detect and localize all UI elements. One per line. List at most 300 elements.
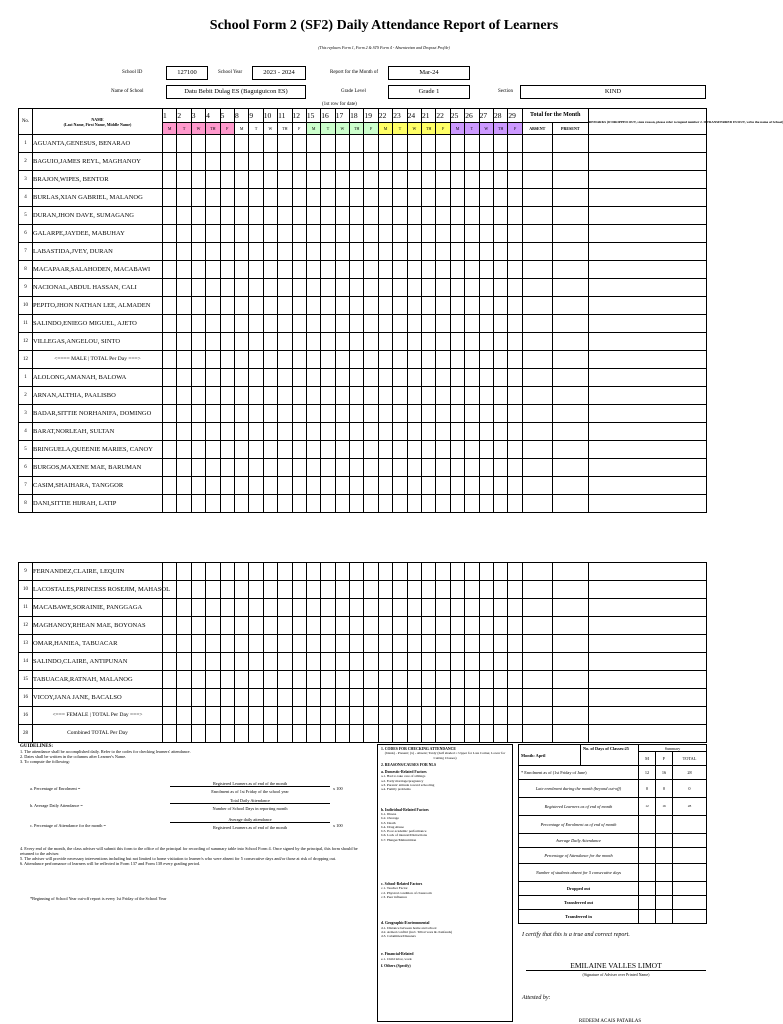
attendance-cell[interactable] — [321, 261, 335, 279]
attendance-cell[interactable] — [220, 333, 234, 351]
attendance-cell[interactable] — [191, 689, 205, 707]
attendance-cell[interactable] — [220, 495, 234, 513]
attendance-cell[interactable] — [350, 351, 364, 369]
attendance-cell[interactable] — [278, 333, 292, 351]
remarks-cell[interactable] — [588, 261, 706, 279]
present-total-cell[interactable] — [552, 207, 588, 225]
attendance-cell[interactable] — [191, 279, 205, 297]
attendance-cell[interactable] — [321, 423, 335, 441]
attendance-cell[interactable] — [278, 243, 292, 261]
attendance-cell[interactable] — [479, 261, 493, 279]
attendance-cell[interactable] — [249, 477, 263, 495]
attendance-cell[interactable] — [335, 423, 349, 441]
attendance-cell[interactable] — [465, 599, 479, 617]
attendance-cell[interactable] — [407, 189, 421, 207]
attendance-cell[interactable] — [234, 581, 248, 599]
attendance-cell[interactable] — [493, 261, 507, 279]
attendance-cell[interactable] — [163, 297, 177, 315]
attendance-cell[interactable] — [249, 189, 263, 207]
attendance-cell[interactable] — [479, 563, 493, 581]
present-total-cell[interactable] — [552, 261, 588, 279]
attendance-cell[interactable] — [335, 333, 349, 351]
attendance-cell[interactable] — [191, 315, 205, 333]
attendance-cell[interactable] — [450, 689, 464, 707]
attendance-cell[interactable] — [508, 153, 522, 171]
attendance-cell[interactable] — [249, 315, 263, 333]
attendance-cell[interactable] — [220, 671, 234, 689]
attendance-cell[interactable] — [508, 225, 522, 243]
attendance-cell[interactable] — [364, 653, 378, 671]
attendance-cell[interactable] — [249, 459, 263, 477]
attendance-cell[interactable] — [364, 459, 378, 477]
attendance-cell[interactable] — [163, 243, 177, 261]
attendance-cell[interactable] — [450, 333, 464, 351]
attendance-cell[interactable] — [321, 617, 335, 635]
attendance-cell[interactable] — [508, 261, 522, 279]
attendance-cell[interactable] — [163, 653, 177, 671]
attendance-cell[interactable] — [450, 459, 464, 477]
attendance-cell[interactable] — [278, 441, 292, 459]
attendance-cell[interactable] — [263, 315, 277, 333]
attendance-cell[interactable] — [393, 279, 407, 297]
attendance-cell[interactable] — [220, 369, 234, 387]
attendance-cell[interactable] — [321, 599, 335, 617]
attendance-cell[interactable] — [378, 279, 392, 297]
absent-total-cell[interactable] — [522, 405, 552, 423]
attendance-cell[interactable] — [393, 387, 407, 405]
attendance-cell[interactable] — [335, 243, 349, 261]
attendance-cell[interactable] — [450, 423, 464, 441]
attendance-cell[interactable] — [191, 153, 205, 171]
attendance-cell[interactable] — [393, 563, 407, 581]
attendance-cell[interactable] — [163, 441, 177, 459]
present-total-cell[interactable] — [552, 225, 588, 243]
attendance-cell[interactable] — [292, 171, 306, 189]
attendance-cell[interactable] — [479, 459, 493, 477]
attendance-cell[interactable] — [378, 635, 392, 653]
attendance-cell[interactable] — [306, 581, 320, 599]
attendance-cell[interactable] — [465, 617, 479, 635]
absent-total-cell[interactable] — [522, 495, 552, 513]
attendance-cell[interactable] — [393, 617, 407, 635]
attendance-cell[interactable] — [436, 351, 450, 369]
remarks-cell[interactable] — [588, 671, 706, 689]
attendance-cell[interactable] — [378, 171, 392, 189]
attendance-cell[interactable] — [378, 225, 392, 243]
attendance-cell[interactable] — [479, 599, 493, 617]
remarks-cell[interactable] — [588, 477, 706, 495]
attendance-cell[interactable] — [177, 689, 191, 707]
attendance-cell[interactable] — [306, 279, 320, 297]
attendance-cell[interactable] — [321, 635, 335, 653]
attendance-cell[interactable] — [378, 153, 392, 171]
attendance-cell[interactable] — [234, 189, 248, 207]
attendance-cell[interactable] — [292, 689, 306, 707]
attendance-cell[interactable] — [163, 225, 177, 243]
attendance-cell[interactable] — [234, 635, 248, 653]
attendance-cell[interactable] — [234, 351, 248, 369]
attendance-cell[interactable] — [436, 369, 450, 387]
attendance-cell[interactable] — [493, 707, 507, 725]
attendance-cell[interactable] — [436, 315, 450, 333]
attendance-cell[interactable] — [321, 207, 335, 225]
attendance-cell[interactable] — [350, 707, 364, 725]
attendance-cell[interactable] — [306, 459, 320, 477]
attendance-cell[interactable] — [422, 171, 436, 189]
attendance-cell[interactable] — [378, 441, 392, 459]
attendance-cell[interactable] — [479, 617, 493, 635]
attendance-cell[interactable] — [378, 653, 392, 671]
attendance-cell[interactable] — [306, 617, 320, 635]
present-total-cell[interactable] — [552, 441, 588, 459]
attendance-cell[interactable] — [422, 315, 436, 333]
attendance-cell[interactable] — [393, 405, 407, 423]
attendance-cell[interactable] — [393, 261, 407, 279]
attendance-cell[interactable] — [378, 351, 392, 369]
attendance-cell[interactable] — [263, 387, 277, 405]
attendance-cell[interactable] — [306, 315, 320, 333]
attendance-cell[interactable] — [465, 441, 479, 459]
attendance-cell[interactable] — [177, 297, 191, 315]
attendance-cell[interactable] — [220, 653, 234, 671]
attendance-cell[interactable] — [163, 171, 177, 189]
attendance-cell[interactable] — [479, 333, 493, 351]
attendance-cell[interactable] — [206, 423, 220, 441]
attendance-cell[interactable] — [407, 441, 421, 459]
attendance-cell[interactable] — [479, 387, 493, 405]
attendance-cell[interactable] — [422, 387, 436, 405]
attendance-cell[interactable] — [378, 135, 392, 153]
attendance-cell[interactable] — [422, 495, 436, 513]
attendance-cell[interactable] — [393, 495, 407, 513]
attendance-cell[interactable] — [292, 599, 306, 617]
attendance-cell[interactable] — [335, 617, 349, 635]
attendance-cell[interactable] — [436, 153, 450, 171]
attendance-cell[interactable] — [465, 563, 479, 581]
present-total-cell[interactable] — [552, 333, 588, 351]
attendance-cell[interactable] — [479, 369, 493, 387]
attendance-cell[interactable] — [479, 495, 493, 513]
attendance-cell[interactable] — [234, 207, 248, 225]
attendance-cell[interactable] — [493, 351, 507, 369]
attendance-cell[interactable] — [422, 135, 436, 153]
attendance-cell[interactable] — [393, 297, 407, 315]
attendance-cell[interactable] — [407, 617, 421, 635]
attendance-cell[interactable] — [479, 423, 493, 441]
attendance-cell[interactable] — [220, 441, 234, 459]
attendance-cell[interactable] — [407, 297, 421, 315]
attendance-cell[interactable] — [422, 653, 436, 671]
attendance-cell[interactable] — [263, 459, 277, 477]
attendance-cell[interactable] — [508, 635, 522, 653]
attendance-cell[interactable] — [450, 315, 464, 333]
attendance-cell[interactable] — [306, 423, 320, 441]
attendance-cell[interactable] — [350, 189, 364, 207]
attendance-cell[interactable] — [306, 225, 320, 243]
attendance-cell[interactable] — [206, 495, 220, 513]
attendance-cell[interactable] — [292, 279, 306, 297]
attendance-cell[interactable] — [177, 189, 191, 207]
attendance-cell[interactable] — [407, 207, 421, 225]
attendance-cell[interactable] — [364, 261, 378, 279]
attendance-cell[interactable] — [321, 135, 335, 153]
attendance-cell[interactable] — [191, 671, 205, 689]
attendance-cell[interactable] — [436, 135, 450, 153]
attendance-cell[interactable] — [465, 653, 479, 671]
attendance-cell[interactable] — [220, 405, 234, 423]
attendance-cell[interactable] — [206, 653, 220, 671]
attendance-cell[interactable] — [292, 333, 306, 351]
remarks-cell[interactable] — [588, 153, 706, 171]
attendance-cell[interactable] — [350, 387, 364, 405]
attendance-cell[interactable] — [407, 153, 421, 171]
attendance-cell[interactable] — [378, 495, 392, 513]
present-total-cell[interactable] — [552, 171, 588, 189]
attendance-cell[interactable] — [206, 207, 220, 225]
attendance-cell[interactable] — [364, 689, 378, 707]
attendance-cell[interactable] — [465, 495, 479, 513]
attendance-cell[interactable] — [479, 635, 493, 653]
attendance-cell[interactable] — [422, 707, 436, 725]
present-total-cell[interactable] — [552, 135, 588, 153]
attendance-cell[interactable] — [263, 243, 277, 261]
attendance-cell[interactable] — [177, 495, 191, 513]
attendance-cell[interactable] — [177, 279, 191, 297]
attendance-cell[interactable] — [292, 441, 306, 459]
attendance-cell[interactable] — [335, 563, 349, 581]
attendance-cell[interactable] — [407, 351, 421, 369]
attendance-cell[interactable] — [191, 351, 205, 369]
absent-total-cell[interactable] — [522, 581, 552, 599]
attendance-cell[interactable] — [263, 369, 277, 387]
attendance-cell[interactable] — [364, 477, 378, 495]
attendance-cell[interactable] — [292, 369, 306, 387]
attendance-cell[interactable] — [364, 405, 378, 423]
attendance-cell[interactable] — [436, 617, 450, 635]
attendance-cell[interactable] — [220, 635, 234, 653]
attendance-cell[interactable] — [479, 441, 493, 459]
attendance-cell[interactable] — [278, 671, 292, 689]
attendance-cell[interactable] — [436, 635, 450, 653]
attendance-cell[interactable] — [263, 671, 277, 689]
absent-total-cell[interactable] — [522, 333, 552, 351]
attendance-cell[interactable] — [422, 423, 436, 441]
remarks-cell[interactable] — [588, 135, 706, 153]
attendance-cell[interactable] — [493, 689, 507, 707]
attendance-cell[interactable] — [493, 635, 507, 653]
attendance-cell[interactable] — [350, 581, 364, 599]
attendance-cell[interactable] — [306, 369, 320, 387]
attendance-cell[interactable] — [220, 189, 234, 207]
attendance-cell[interactable] — [220, 725, 234, 743]
attendance-cell[interactable] — [278, 171, 292, 189]
attendance-cell[interactable] — [220, 351, 234, 369]
attendance-cell[interactable] — [249, 563, 263, 581]
attendance-cell[interactable] — [220, 423, 234, 441]
present-total-cell[interactable] — [552, 189, 588, 207]
attendance-cell[interactable] — [234, 617, 248, 635]
present-total-cell[interactable] — [552, 315, 588, 333]
attendance-cell[interactable] — [479, 243, 493, 261]
attendance-cell[interactable] — [220, 459, 234, 477]
attendance-cell[interactable] — [206, 171, 220, 189]
attendance-cell[interactable] — [249, 707, 263, 725]
attendance-cell[interactable] — [292, 707, 306, 725]
attendance-cell[interactable] — [508, 351, 522, 369]
attendance-cell[interactable] — [350, 369, 364, 387]
attendance-cell[interactable] — [292, 423, 306, 441]
attendance-cell[interactable] — [508, 459, 522, 477]
attendance-cell[interactable] — [493, 423, 507, 441]
attendance-cell[interactable] — [493, 279, 507, 297]
attendance-cell[interactable] — [465, 333, 479, 351]
attendance-cell[interactable] — [393, 351, 407, 369]
present-total-cell[interactable] — [552, 459, 588, 477]
attendance-cell[interactable] — [234, 315, 248, 333]
attendance-cell[interactable] — [263, 135, 277, 153]
attendance-cell[interactable] — [393, 441, 407, 459]
attendance-cell[interactable] — [450, 261, 464, 279]
absent-total-cell[interactable] — [522, 207, 552, 225]
attendance-cell[interactable] — [436, 243, 450, 261]
attendance-cell[interactable] — [191, 635, 205, 653]
attendance-cell[interactable] — [321, 459, 335, 477]
attendance-cell[interactable] — [335, 315, 349, 333]
attendance-cell[interactable] — [350, 261, 364, 279]
attendance-cell[interactable] — [436, 459, 450, 477]
absent-total-cell[interactable] — [522, 189, 552, 207]
attendance-cell[interactable] — [234, 653, 248, 671]
attendance-cell[interactable] — [364, 369, 378, 387]
attendance-cell[interactable] — [450, 581, 464, 599]
attendance-cell[interactable] — [422, 635, 436, 653]
attendance-cell[interactable] — [163, 135, 177, 153]
attendance-cell[interactable] — [234, 563, 248, 581]
attendance-cell[interactable] — [206, 617, 220, 635]
attendance-cell[interactable] — [335, 369, 349, 387]
attendance-cell[interactable] — [450, 495, 464, 513]
attendance-cell[interactable] — [163, 459, 177, 477]
attendance-cell[interactable] — [249, 369, 263, 387]
attendance-cell[interactable] — [508, 189, 522, 207]
attendance-cell[interactable] — [263, 707, 277, 725]
attendance-cell[interactable] — [422, 153, 436, 171]
attendance-cell[interactable] — [234, 423, 248, 441]
attendance-cell[interactable] — [378, 189, 392, 207]
attendance-cell[interactable] — [407, 369, 421, 387]
attendance-cell[interactable] — [364, 243, 378, 261]
attendance-cell[interactable] — [278, 135, 292, 153]
attendance-cell[interactable] — [364, 207, 378, 225]
attendance-cell[interactable] — [206, 225, 220, 243]
attendance-cell[interactable] — [364, 707, 378, 725]
attendance-cell[interactable] — [263, 297, 277, 315]
attendance-cell[interactable] — [335, 351, 349, 369]
attendance-cell[interactable] — [364, 599, 378, 617]
attendance-cell[interactable] — [350, 279, 364, 297]
remarks-cell[interactable] — [588, 171, 706, 189]
absent-total-cell[interactable] — [522, 689, 552, 707]
attendance-cell[interactable] — [234, 369, 248, 387]
attendance-cell[interactable] — [436, 225, 450, 243]
attendance-cell[interactable] — [177, 153, 191, 171]
attendance-cell[interactable] — [508, 707, 522, 725]
attendance-cell[interactable] — [321, 243, 335, 261]
attendance-cell[interactable] — [335, 653, 349, 671]
attendance-cell[interactable] — [206, 261, 220, 279]
attendance-cell[interactable] — [450, 671, 464, 689]
attendance-cell[interactable] — [465, 189, 479, 207]
attendance-cell[interactable] — [321, 689, 335, 707]
attendance-cell[interactable] — [335, 707, 349, 725]
attendance-cell[interactable] — [450, 351, 464, 369]
attendance-cell[interactable] — [163, 671, 177, 689]
attendance-cell[interactable] — [177, 441, 191, 459]
attendance-cell[interactable] — [508, 369, 522, 387]
absent-total-cell[interactable] — [522, 297, 552, 315]
attendance-cell[interactable] — [465, 207, 479, 225]
attendance-cell[interactable] — [436, 495, 450, 513]
attendance-cell[interactable] — [350, 653, 364, 671]
attendance-cell[interactable] — [350, 617, 364, 635]
attendance-cell[interactable] — [191, 423, 205, 441]
attendance-cell[interactable] — [321, 563, 335, 581]
attendance-cell[interactable] — [206, 333, 220, 351]
attendance-cell[interactable] — [407, 405, 421, 423]
attendance-cell[interactable] — [436, 207, 450, 225]
remarks-cell[interactable] — [588, 315, 706, 333]
attendance-cell[interactable] — [220, 599, 234, 617]
attendance-cell[interactable] — [508, 653, 522, 671]
attendance-cell[interactable] — [364, 135, 378, 153]
attendance-cell[interactable] — [177, 459, 191, 477]
attendance-cell[interactable] — [508, 477, 522, 495]
remarks-cell[interactable] — [588, 207, 706, 225]
attendance-cell[interactable] — [364, 279, 378, 297]
attendance-cell[interactable] — [249, 405, 263, 423]
present-total-cell[interactable] — [552, 153, 588, 171]
attendance-cell[interactable] — [306, 725, 320, 743]
attendance-cell[interactable] — [493, 653, 507, 671]
attendance-cell[interactable] — [292, 225, 306, 243]
school-name-field[interactable]: Datu Bebit Dulag ES (Baguiguicon ES) — [166, 85, 306, 99]
remarks-cell[interactable] — [588, 725, 706, 743]
present-total-cell[interactable] — [552, 279, 588, 297]
remarks-cell[interactable] — [588, 333, 706, 351]
attendance-cell[interactable] — [479, 581, 493, 599]
attendance-cell[interactable] — [220, 315, 234, 333]
attendance-cell[interactable] — [249, 351, 263, 369]
attendance-cell[interactable] — [292, 653, 306, 671]
attendance-cell[interactable] — [508, 387, 522, 405]
attendance-cell[interactable] — [306, 689, 320, 707]
attendance-cell[interactable] — [407, 707, 421, 725]
remarks-cell[interactable] — [588, 243, 706, 261]
attendance-cell[interactable] — [407, 689, 421, 707]
attendance-cell[interactable] — [364, 189, 378, 207]
attendance-cell[interactable] — [407, 423, 421, 441]
attendance-cell[interactable] — [436, 171, 450, 189]
attendance-cell[interactable] — [163, 369, 177, 387]
attendance-cell[interactable] — [306, 351, 320, 369]
attendance-cell[interactable] — [321, 707, 335, 725]
attendance-cell[interactable] — [249, 441, 263, 459]
attendance-cell[interactable] — [234, 297, 248, 315]
attendance-cell[interactable] — [278, 495, 292, 513]
attendance-cell[interactable] — [508, 297, 522, 315]
attendance-cell[interactable] — [263, 635, 277, 653]
attendance-cell[interactable] — [436, 707, 450, 725]
